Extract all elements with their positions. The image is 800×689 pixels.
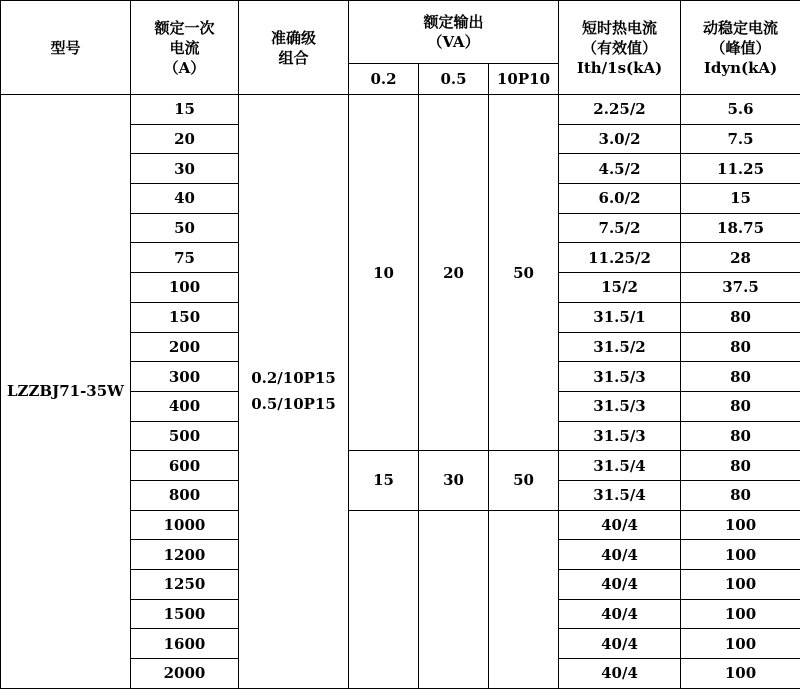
- thermal-current-cell: 31.5/1: [559, 302, 681, 332]
- header-rated-primary-current: [131, 1, 239, 95]
- rated-output-cell-c10p10: [489, 510, 559, 688]
- dynamic-current-cell: 5.6: [681, 95, 800, 125]
- header-dynamic-line-1: 动稳定电流: [681, 18, 800, 38]
- rated-current-cell: 400: [131, 391, 239, 421]
- rated-output-cell-c02: 15: [349, 451, 419, 510]
- rated-current-cell: 40: [131, 184, 239, 214]
- dynamic-current-cell: 80: [681, 451, 800, 481]
- dynamic-current-cell: 7.5: [681, 124, 800, 154]
- rated-current-cell: 1250: [131, 570, 239, 600]
- thermal-current-cell: 31.5/4: [559, 480, 681, 510]
- thermal-current-cell: 31.5/3: [559, 391, 681, 421]
- rated-current-cell: 300: [131, 362, 239, 392]
- header-thermal-line-3: Ith/1s(kA): [559, 58, 680, 78]
- header-output-0-2: 0.2: [349, 64, 419, 95]
- header-short-time-thermal: [559, 1, 681, 95]
- header-rated-output-line-1: 额定输出: [349, 12, 558, 32]
- dynamic-current-cell: 100: [681, 629, 800, 659]
- rated-current-cell: 50: [131, 213, 239, 243]
- rated-current-cell: 600: [131, 451, 239, 481]
- header-accuracy-line-2: 组合: [239, 48, 348, 68]
- dynamic-current-cell: 18.75: [681, 213, 800, 243]
- rated-output-cell-c10p10: 50: [489, 95, 559, 451]
- thermal-current-cell: 40/4: [559, 599, 681, 629]
- header-accuracy-line-1: 准确级: [239, 28, 348, 48]
- dynamic-current-cell: 37.5: [681, 273, 800, 303]
- thermal-current-cell: 31.5/2: [559, 332, 681, 362]
- rated-output-cell-c05: 20: [419, 95, 489, 451]
- header-accuracy-combination: [239, 1, 349, 95]
- rated-current-cell: 500: [131, 421, 239, 451]
- header-rated-output: [349, 1, 559, 64]
- dynamic-current-cell: 80: [681, 391, 800, 421]
- rated-current-cell: 30: [131, 154, 239, 184]
- rated-output-cell-c05: [419, 510, 489, 688]
- thermal-current-cell: 40/4: [559, 570, 681, 600]
- thermal-current-cell: 4.5/2: [559, 154, 681, 184]
- header-output-10p10: 10P10: [489, 64, 559, 95]
- dynamic-current-cell: 100: [681, 510, 800, 540]
- dynamic-current-cell: 80: [681, 302, 800, 332]
- thermal-current-cell: 31.5/3: [559, 362, 681, 392]
- thermal-current-cell: 2.25/2: [559, 95, 681, 125]
- table-row: [1, 95, 800, 125]
- header-rated-primary-current-line-3: （A）: [131, 58, 238, 78]
- rated-current-cell: 800: [131, 480, 239, 510]
- header-dynamic-line-3: Idyn(kA): [681, 58, 800, 78]
- thermal-current-cell: 15/2: [559, 273, 681, 303]
- rated-output-cell-c02: 10: [349, 95, 419, 451]
- header-rated-primary-current-line-2: 电流: [131, 38, 238, 58]
- rated-current-cell: 200: [131, 332, 239, 362]
- header-dynamic-line-2: （峰值）: [681, 38, 800, 58]
- thermal-current-cell: 6.0/2: [559, 184, 681, 214]
- dynamic-current-cell: 100: [681, 540, 800, 570]
- rated-output-cell-c05: 30: [419, 451, 489, 510]
- header-rated-output-line-2: （VA）: [349, 32, 558, 52]
- thermal-current-cell: 3.0/2: [559, 124, 681, 154]
- rated-current-cell: 2000: [131, 659, 239, 689]
- accuracy-value: 0.2/10P15: [239, 365, 348, 391]
- thermal-current-cell: 11.25/2: [559, 243, 681, 273]
- rated-current-cell: 20: [131, 124, 239, 154]
- header-row-1: [1, 1, 800, 64]
- header-model-text: 型号: [50, 39, 80, 57]
- dynamic-current-cell: 15: [681, 184, 800, 214]
- header-output-0-5: 0.5: [419, 64, 489, 95]
- accuracy-value: 0.5/10P15: [239, 391, 348, 417]
- header-rated-primary-current-line-1: 额定一次: [131, 18, 238, 38]
- dynamic-current-cell: 80: [681, 480, 800, 510]
- thermal-current-cell: 31.5/3: [559, 421, 681, 451]
- header-dynamic-stable: [681, 1, 800, 95]
- accuracy-cell: [239, 95, 349, 689]
- rated-current-cell: 100: [131, 273, 239, 303]
- rated-output-cell-c02: [349, 510, 419, 688]
- rated-current-cell: 75: [131, 243, 239, 273]
- rated-current-cell: 1600: [131, 629, 239, 659]
- rated-current-cell: 150: [131, 302, 239, 332]
- rated-current-cell: 1000: [131, 510, 239, 540]
- thermal-current-cell: 7.5/2: [559, 213, 681, 243]
- header-thermal-line-1: 短时热电流: [559, 18, 680, 38]
- model-cell: LZZBJ71-35W: [1, 95, 131, 689]
- dynamic-current-cell: 28: [681, 243, 800, 273]
- thermal-current-cell: 40/4: [559, 540, 681, 570]
- header-thermal-line-2: （有效值）: [559, 38, 680, 58]
- rated-current-cell: 1200: [131, 540, 239, 570]
- thermal-current-cell: 40/4: [559, 510, 681, 540]
- dynamic-current-cell: 80: [681, 362, 800, 392]
- thermal-current-cell: 40/4: [559, 659, 681, 689]
- dynamic-current-cell: 80: [681, 332, 800, 362]
- rated-output-cell-c10p10: 50: [489, 451, 559, 510]
- dynamic-current-cell: 11.25: [681, 154, 800, 184]
- dynamic-current-cell: 80: [681, 421, 800, 451]
- header-model: [1, 1, 131, 95]
- rated-current-cell: 1500: [131, 599, 239, 629]
- rated-current-cell: 15: [131, 95, 239, 125]
- dynamic-current-cell: 100: [681, 659, 800, 689]
- thermal-current-cell: 31.5/4: [559, 451, 681, 481]
- dynamic-current-cell: 100: [681, 599, 800, 629]
- dynamic-current-cell: 100: [681, 570, 800, 600]
- thermal-current-cell: 40/4: [559, 629, 681, 659]
